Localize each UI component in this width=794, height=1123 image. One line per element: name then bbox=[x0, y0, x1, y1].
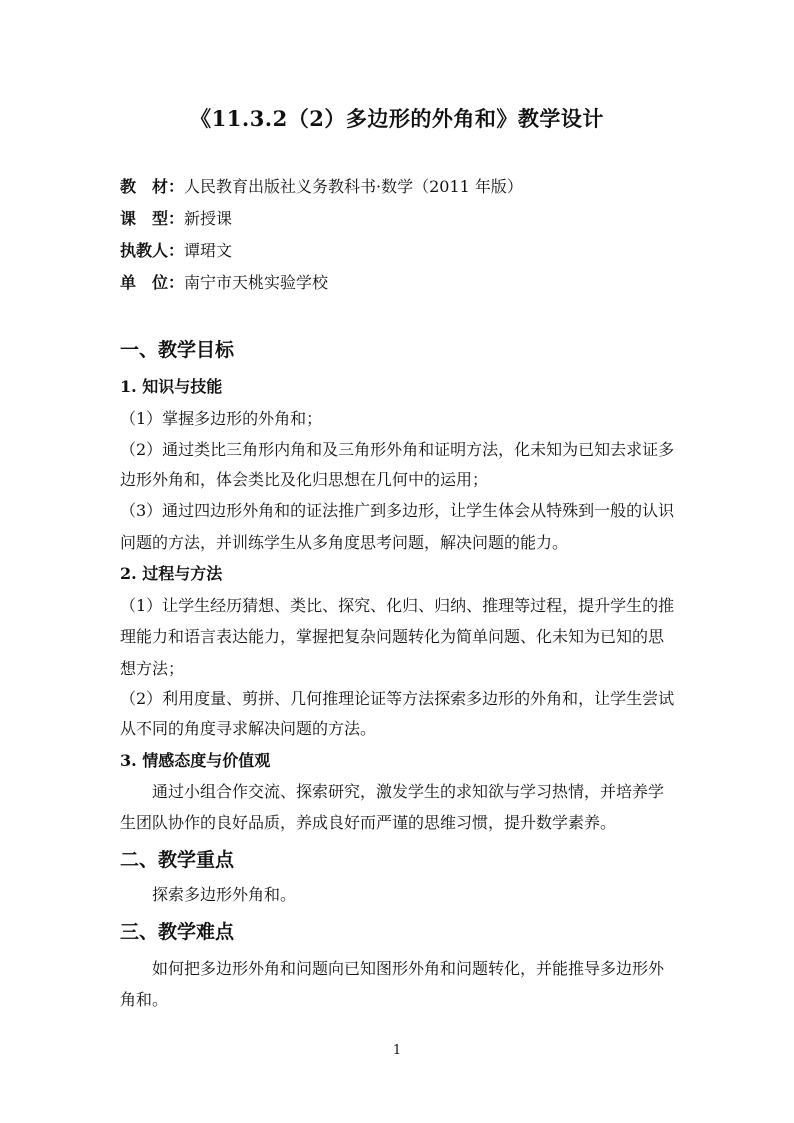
goal-e1-line2: 生团队协作的良好品质，养成良好而严谨的思维习惯，提升数学素养。 bbox=[120, 813, 617, 832]
heading-key-points: 二、教学重点 bbox=[120, 849, 235, 871]
meta-teacher bbox=[120, 238, 232, 261]
meta-label: 教 材： bbox=[120, 177, 185, 196]
goal-k3-line1: （3）通过四边形外角和的证法推广到多边形，让学生体会从特殊到一般的认识 bbox=[120, 501, 675, 520]
heading-process-method: 2. 过程与方法 bbox=[120, 564, 223, 583]
goal-p2-line2: 从不同的角度寻求解决问题的方法。 bbox=[120, 719, 377, 738]
goal-k3-line2: 问题的方法，并训练学生从多角度思考问题，解决问题的能力。 bbox=[120, 533, 569, 552]
heading-knowledge-skills: 1. 知识与技能 bbox=[120, 377, 223, 396]
document-title: 《11.3.2（2）多边形的外角和》教学设计 bbox=[190, 106, 604, 131]
heading-difficult-points: 三、教学难点 bbox=[120, 921, 235, 943]
goal-p1-line3: 想方法； bbox=[120, 659, 185, 678]
meta-lesson-type bbox=[120, 206, 232, 229]
heading-teaching-goals: 一、教学目标 bbox=[120, 339, 235, 361]
meta-school bbox=[120, 270, 328, 293]
key-points-text: 探索多边形外角和。 bbox=[152, 885, 297, 904]
difficult-points-line1: 如何把多边形外角和问题向已知图形外角和问题转化，并能推导多边形外 bbox=[152, 959, 665, 978]
goal-e1-line1: 通过小组合作交流、探索研究，激发学生的求知欲与学习热情，并培养学 bbox=[152, 782, 665, 801]
difficult-points-line2: 角和。 bbox=[120, 990, 169, 1009]
heading-emotion-values: 3. 情感态度与价值观 bbox=[120, 751, 271, 770]
meta-label: 单 位： bbox=[120, 273, 185, 292]
goal-p1-line1: （1）让学生经历猜想、类比、探究、化归、归纳、推理等过程，提升学生的推 bbox=[120, 596, 675, 615]
goal-p2-line1: （2）利用度量、剪拼、几何推理论证等方法探索多边形的外角和，让学生尝试 bbox=[120, 689, 675, 708]
meta-textbook bbox=[120, 174, 523, 197]
page-number: 1 bbox=[392, 1043, 402, 1058]
meta-value: 新授课 bbox=[184, 209, 233, 228]
meta-label: 课 型： bbox=[120, 209, 185, 228]
goal-k1: （1）掌握多边形的外角和； bbox=[120, 409, 323, 428]
meta-value: 人民教育出版社义务教科书·数学（2011 年版） bbox=[184, 177, 523, 196]
goal-p1-line2: 理能力和语言表达能力，掌握把复杂问题转化为简单问题、化未知为已知的思 bbox=[120, 627, 665, 646]
meta-value: 南宁市天桃实验学校 bbox=[184, 273, 329, 292]
goal-k2-line1: （2）通过类比三角形内角和及三角形外角和证明方法，化未知为已知去求证多 bbox=[120, 440, 675, 459]
meta-value: 谭珺文 bbox=[184, 241, 233, 260]
goal-k2-line2: 边形外角和，体会类比及化归思想在几何中的运用； bbox=[120, 470, 489, 489]
meta-label: 执教人： bbox=[120, 241, 185, 260]
